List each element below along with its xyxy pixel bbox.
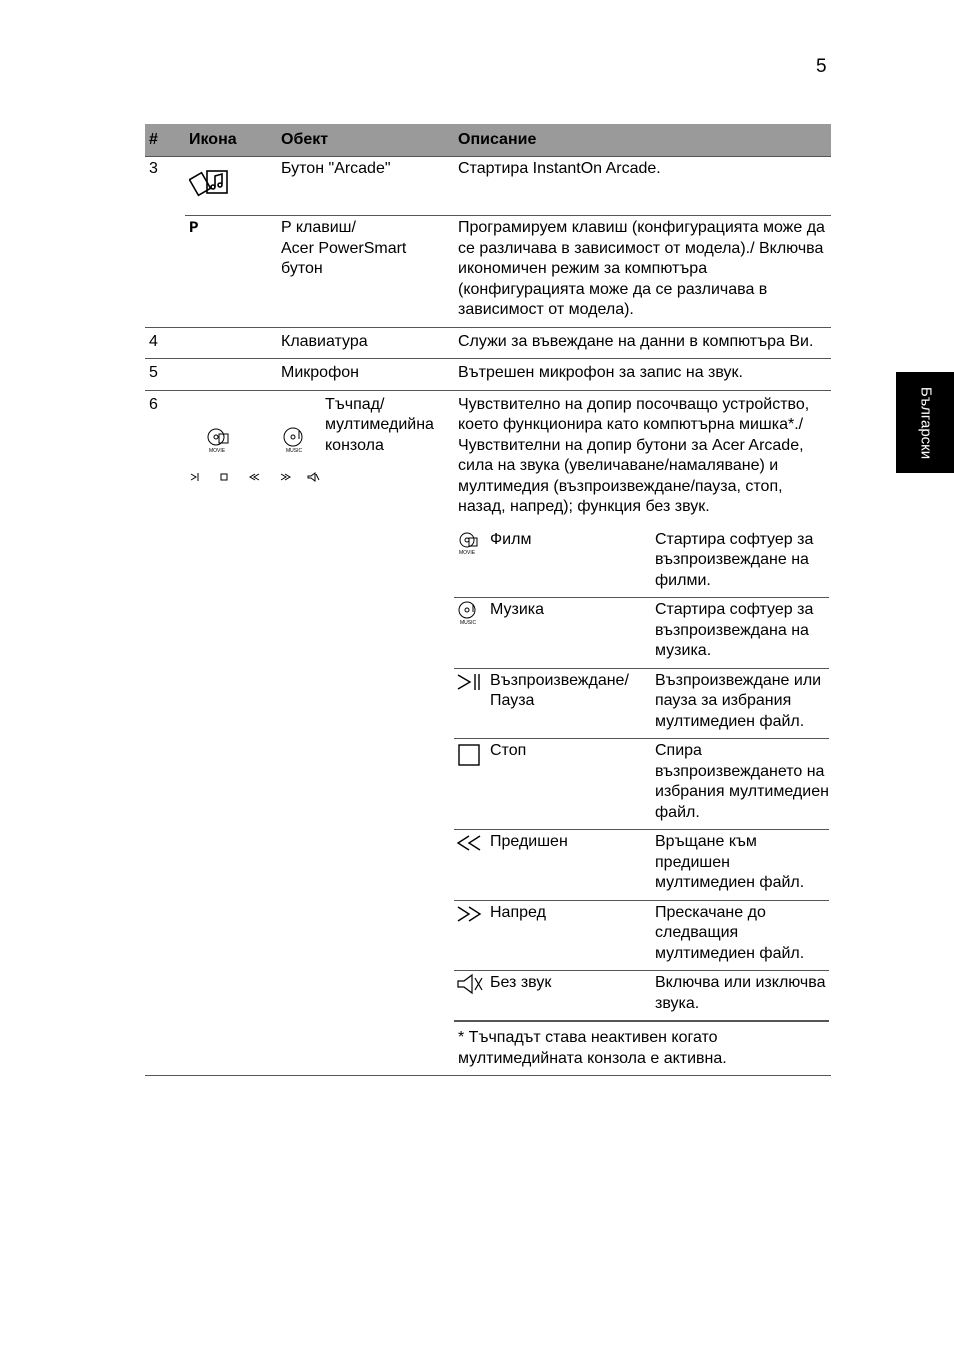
header-object: Обект — [277, 124, 454, 157]
row-number: 5 — [145, 359, 185, 391]
row-description: Вътрешен микрофон за запис на звук. — [454, 359, 831, 391]
page-number: 5 — [816, 56, 827, 77]
svg-text:MUSIC: MUSIC — [286, 447, 303, 453]
row-object: Бутон "Arcade" — [281, 160, 391, 177]
row-description: Чувствително на допир посочващо устройство, което функционира като компютърна мишка*./ Чувствителни на допир бутони за Acer Arcade, сила на звука (увеличаване/намаляване) и мултимедия (възпроизвеждане/пауза, стоп, назад, напред); функция без звук. — [458, 395, 810, 515]
item-name: Предишен — [490, 830, 655, 901]
row-description: Служи за въвеждане на данни в компютъра Ви. — [454, 327, 831, 359]
svg-text:MUSIC: MUSIC — [460, 620, 477, 626]
item-name: Музика — [490, 598, 655, 669]
table-row — [145, 359, 831, 391]
previous-icon — [456, 832, 482, 854]
item-name: Напред — [490, 900, 655, 971]
list-item — [454, 739, 829, 830]
list-item — [454, 668, 829, 739]
row-description: Стартира InstantOn Arcade. — [458, 160, 661, 177]
table-header — [145, 124, 831, 157]
stop-icon — [456, 741, 482, 767]
table-row — [145, 216, 831, 328]
item-desc: Възпроизвеждане или пауза за избрания мултимедиен файл. — [655, 668, 829, 739]
row-object: P клавиш/ Acer PowerSmart бутон — [277, 216, 454, 328]
music-icon — [456, 600, 482, 626]
header-num: # — [145, 124, 185, 157]
touch-buttons-icons — [189, 471, 321, 483]
item-desc: Включва или изключва звука. — [655, 971, 829, 1021]
list-item — [454, 900, 829, 971]
header-description: Описание — [454, 124, 831, 157]
play-pause-icon — [456, 671, 482, 693]
list-item — [454, 528, 829, 598]
language-tab — [896, 372, 954, 473]
multimedia-buttons-table — [454, 528, 829, 1022]
music-icon — [281, 425, 311, 453]
next-icon — [456, 903, 482, 925]
footnote: * Тъчпадът става неактивен когато мултимедийната конзола е активна. — [454, 1021, 829, 1069]
item-desc: Стартира софтуер за възпроизвеждана на музика. — [655, 598, 829, 669]
language-tab-label: Български — [917, 386, 935, 459]
row-object: Клавиатура — [277, 327, 454, 359]
row-number: 4 — [145, 327, 185, 359]
item-desc: Стартира софтуер за възпроизвеждане на филми. — [655, 528, 829, 598]
item-desc: Прескачане до следващия мултимедиен файл. — [655, 900, 829, 971]
feature-table — [145, 124, 831, 1076]
movie-icon — [456, 530, 482, 556]
item-name: Без звук — [490, 971, 655, 1021]
row-description: Програмируем клавиш (конфигурацията може да се различава в зависимост от модела)./ Включва икономичен режим за компютъра (конфигурацията може да се различава в зависимост от модела). — [454, 216, 831, 328]
table-row — [145, 327, 831, 359]
item-name: Възпроизвеждане/ Пауза — [490, 668, 655, 739]
row-object: Тъчпад/ мултимедийна конзола — [325, 395, 434, 454]
row-object: Микрофон — [277, 359, 454, 391]
p-key-icon: P — [189, 219, 199, 237]
item-desc: Връщане към предишен мултимедиен файл. — [655, 830, 829, 901]
list-item — [454, 971, 829, 1021]
row-number: 6 — [145, 390, 185, 1076]
item-name: Филм — [490, 528, 655, 598]
list-item — [454, 830, 829, 901]
header-icon: Икона — [185, 124, 277, 157]
mute-icon — [456, 973, 484, 995]
svg-text:MOVIE: MOVIE — [209, 447, 226, 453]
table-row — [145, 157, 831, 216]
table-row — [145, 390, 831, 1076]
row-number: 3 — [149, 160, 158, 177]
svg-text:MOVIE: MOVIE — [459, 549, 476, 556]
list-item — [454, 598, 829, 669]
item-desc: Спира възпроизвеждането на избрания мултимедиен файл. — [655, 739, 829, 830]
item-name: Стоп — [490, 739, 655, 830]
arcade-icon — [189, 165, 233, 201]
movie-icon — [205, 425, 235, 453]
